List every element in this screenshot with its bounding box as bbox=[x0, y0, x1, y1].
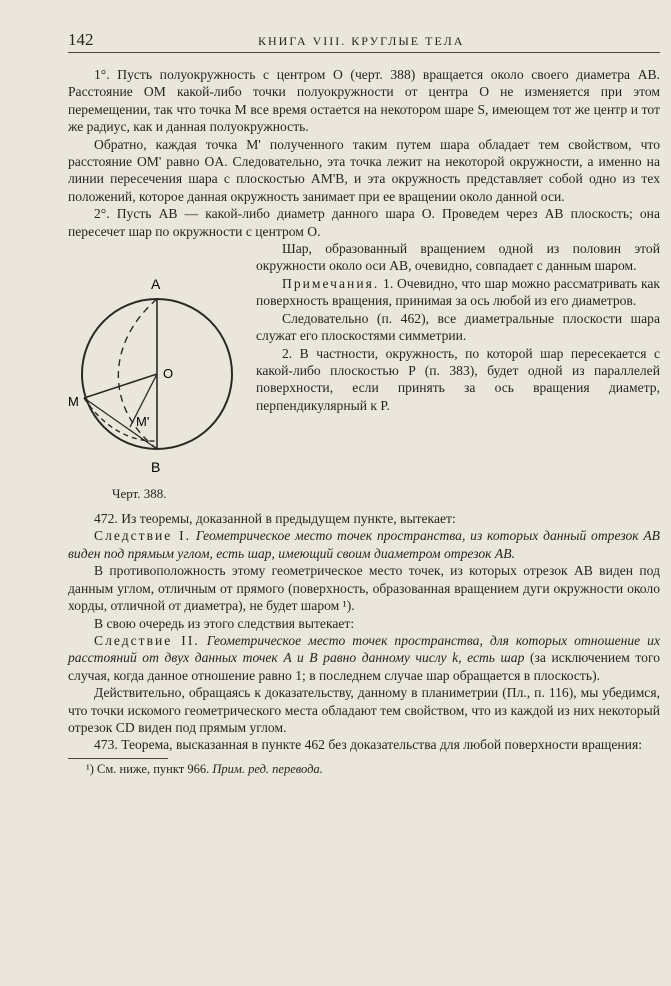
figure-388 bbox=[68, 240, 256, 510]
figure-side-text bbox=[256, 240, 660, 414]
paragraph-3: 2°. Пусть AB — какой-либо диаметр данного шара O. Проведем через AB плоскость; она пересечет шар по окружности с центром O. bbox=[68, 206, 660, 239]
paragraph-2: Обратно, каждая точка M' полученного таким путем шара обладает тем свойством, что расстояние OM' равно OA. Следовательно, эта точка лежит на некоторой окружности, а именно на линии пересечения шара с плоскостью AM'B, и эта окружность представляет собой одно из тех положений, которое данная окружность занимает при ее вращении около данной оси. bbox=[68, 136, 660, 204]
label-m: M bbox=[68, 394, 79, 410]
page-header bbox=[68, 30, 660, 53]
footnote-text: См. ниже, пункт 966. bbox=[97, 761, 210, 776]
paragraph-473: 473. Теорема, высказанная в пункте 462 без доказательства для любой поверхности вращения: bbox=[94, 737, 642, 753]
corollary-2-italic: Геометрическое место точек пространства, для которых отношение их расстояний от двух данных точек A и B равно данному числу k, есть шар bbox=[68, 632, 660, 666]
figure-row bbox=[68, 240, 660, 510]
paragraph-7: 2. В частности, окружность, по которой шар пересекается с какой-либо плоскостью P (п. 383), будет одной из параллелей поверхности, если принять за ось вращения диаметр, перпендикулярный к P. bbox=[256, 345, 660, 413]
page-body bbox=[68, 66, 660, 777]
page-number: 142 bbox=[68, 30, 94, 49]
paragraph-4: Шар, образованный вращением одной из половин этой окружности около оси AB, очевидно, совпадает с данным шаром. bbox=[256, 241, 660, 274]
corollary-2-label: Следствие II. bbox=[94, 632, 200, 648]
paragraph-11: Действительно, обращаясь к доказательству, данному в планиметрии (Пл., п. 116), мы убедимся, что точки искомого геометрического места обладают тем свойством, что из каждой из них некоторый отрезок CD виден под прямым углом. bbox=[68, 685, 660, 735]
sphere-diagram bbox=[68, 246, 248, 484]
running-title: КНИГА VIII. КРУГЛЫЕ ТЕЛА bbox=[258, 34, 465, 48]
notes-text: 1. Очевидно, что шар можно рассматривать как поверхность вращения, принимая за ось любой из его диаметров. bbox=[256, 275, 660, 309]
corollary-1 bbox=[68, 527, 660, 562]
label-b: B bbox=[151, 459, 161, 476]
corollary-1-label: Следствие I. bbox=[94, 528, 192, 544]
label-m-prime: M' bbox=[136, 414, 150, 430]
footnote-mark: ¹) bbox=[86, 761, 94, 776]
footnote-rule bbox=[68, 758, 168, 759]
paragraph-6: Следовательно (п. 462), все диаметральные плоскости шара служат его плоскостями симметрии. bbox=[256, 310, 660, 344]
corollary-1-text: Геометрическое место точек пространства, из которых данный отрезок AB виден под прямым углом, есть шар, имеющий своим диаметром отрезок AB. bbox=[68, 528, 660, 561]
corollary-2 bbox=[68, 632, 660, 684]
corollary-2-rest: (за исключением того случая, когда данное отношение равно 1; в последнем случае шар обращается в плоскость). bbox=[68, 650, 660, 683]
notes-label: Примечания. bbox=[282, 275, 380, 291]
paragraph-1: 1°. Пусть полуокружность с центром O (черт. 388) вращается около своего диаметра AB. Расстояние OM какой-либо точки полуокружности от центра O не изменяется при этом перемещении, так что точка M все время остается на некотором шаре S, имеющем тот же центр и тот же радиус, как и данная полуокружность. bbox=[68, 67, 660, 135]
footnote bbox=[86, 762, 660, 777]
label-a: A bbox=[151, 276, 161, 293]
figure-caption: Черт. 388. bbox=[112, 486, 167, 502]
paragraph-9: В противоположность этому геометрическое место точек, из которых отрезок AB виден под данным углом, отличным от прямого (поверхность, образованная вращением дуги окружности около хорды, отличной от диаметра), не будет шаром ¹). bbox=[68, 563, 660, 614]
label-o: O bbox=[163, 366, 174, 382]
paragraph-10: В свою очередь из этого следствия вытекает: bbox=[94, 615, 355, 631]
paragraph-notes bbox=[256, 275, 660, 310]
paragraph-472: 472. Из теоремы, доказанной в предыдущем пункте, вытекает: bbox=[94, 511, 456, 527]
footnote-note: Прим. ред. перевода. bbox=[212, 761, 323, 776]
